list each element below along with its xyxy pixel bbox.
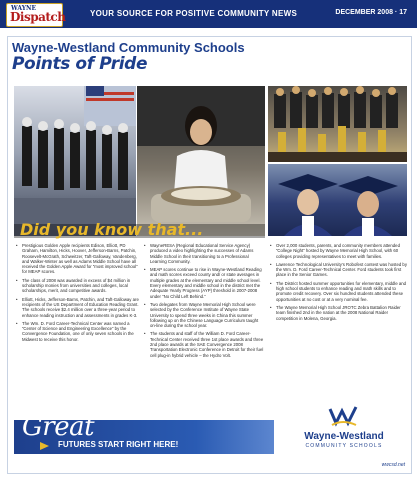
fact-item: • The District hosted summer opportunities for elementary, middle and high school students to enhance reading and math skills and to promote credit recovery. Over six hundred students attended these opportunities at no cost or at a very nominal fee.: [276, 281, 408, 302]
district-url: wwcsd.net: [381, 462, 405, 468]
logo-main-text: Dispatch: [10, 10, 66, 24]
fact-item: • The students and staff of the William D. Ford Career-Technical Center received three 1st place awards and three 2nd place awards at the SAE Convergence 2008 Transportation Electronic Conference in Detroit for their fuel cell plug-in hybrid vehicle – the Hydro Volt.: [150, 331, 264, 357]
band-photo: [14, 86, 136, 236]
trophy-team-image: [268, 86, 407, 162]
graduates-photo: [268, 164, 407, 236]
district-logo: [280, 403, 405, 457]
fact-item: • Over 2,000 students, parents, and community members attended “College Night” hosted by Wayne Memorial High School, with 60 colleges providing representatives to meet with families.: [276, 243, 408, 259]
fact-item: • WayneRESA (Regional Educational Service Agency) produced a video highlighting the successes of Adams Middle School in their transitioning to a Professional Learning Community.: [150, 243, 264, 264]
wave-mark-icon: [328, 403, 358, 427]
arrow-icon: [40, 442, 49, 450]
fact-item: • Prestigious Golden Apple recipients Edison, Elliott, PD Graham, Hamilton, Hicks, Hoover, Jefferson-Barns, Patchin, Roosevelt-McGrath, Schweitzer, Taft-Galloway, Vandenberg, and Walker-Winter as well as Adams Middle School have all received the Golden Apple Award for “most improved school” for MEAP scores.: [22, 243, 140, 275]
facts-column-3: [270, 243, 408, 324]
logo-top-text: WAYNE: [11, 5, 37, 12]
district-heading: Wayne-Westland Community Schools: [12, 40, 245, 55]
fact-item: • Two delegates from Wayne Memorial High School were selected by the Conference Institute of Wayne State University to spend three weeks in China this summer following up on the Chinese Language Curriculum taught on-line during the school year.: [150, 302, 264, 328]
masthead-tagline: YOUR SOURCE FOR POSITIVE COMMUNITY NEWS: [90, 9, 298, 18]
student-cooking-photo: [137, 86, 265, 236]
facts-column-2: [144, 243, 264, 361]
fact-item: • The Wm. D. Ford Career-Technical Center was named a “Center of Science and Engineering Excellence” by the Convergence Foundation, one of only seven schools in the Midwest to receive this honor.: [22, 321, 140, 342]
trophy-group-photo: [268, 86, 407, 162]
fact-item: • MEAP scores continue to rise in Wayne-Westland Reading and math scores exceed county and/ or state averages in multiple grades at the elementary and middle school level. Every elementary and middle school in the district met the Adequate Yearly Progress (AYP) threshold in 2007-2008 under “No Child Left Behind.”: [150, 267, 264, 299]
issue-date: DECEMBER 2008 · 17: [335, 9, 407, 16]
fact-item: • Elliott, Hicks, Jefferson-Barns, Patchin, and Taft-Galloway are recipients of the US Department of Education Reading Grant. The schools receive $2.4 million over a three-year period to enhance reading instruction and assessments in grades K-3.: [22, 297, 140, 318]
district-logo-sub: COMMUNITY SCHOOLS: [305, 443, 383, 449]
futures-slogan: FUTURES START RIGHT HERE!: [58, 440, 179, 449]
graduates-image: [268, 164, 407, 236]
fact-item: • The Wayne Memorial High School JROTC Zebra Battalion Raider team finished 2nd in the nation at the 2008 National Raider competition in Molena, Georgia.: [276, 305, 408, 321]
fact-item: • The class of 2008 was awarded in excess of $4 million in scholarship monies from universities and colleges, local scholarships, merit, and competitive awards.: [22, 278, 140, 294]
page-title: Points of Pride: [12, 54, 148, 74]
did-you-know-banner: Did you know that...: [20, 220, 204, 239]
district-logo-name: Wayne-Westland: [304, 431, 384, 442]
great-script-text: Great: [22, 412, 95, 442]
student-cooking-image: [137, 86, 265, 236]
facts-column-1: [16, 243, 140, 345]
fact-item: • Lawrence Technological University’s Robofest contest was hosted by the Wm. D. Ford Career-Technical Center. Ford students took first place in the Senior Games.: [276, 262, 408, 278]
band-marchers-image: [14, 86, 136, 236]
masthead: [0, 0, 417, 28]
dispatch-logo: [6, 3, 66, 27]
